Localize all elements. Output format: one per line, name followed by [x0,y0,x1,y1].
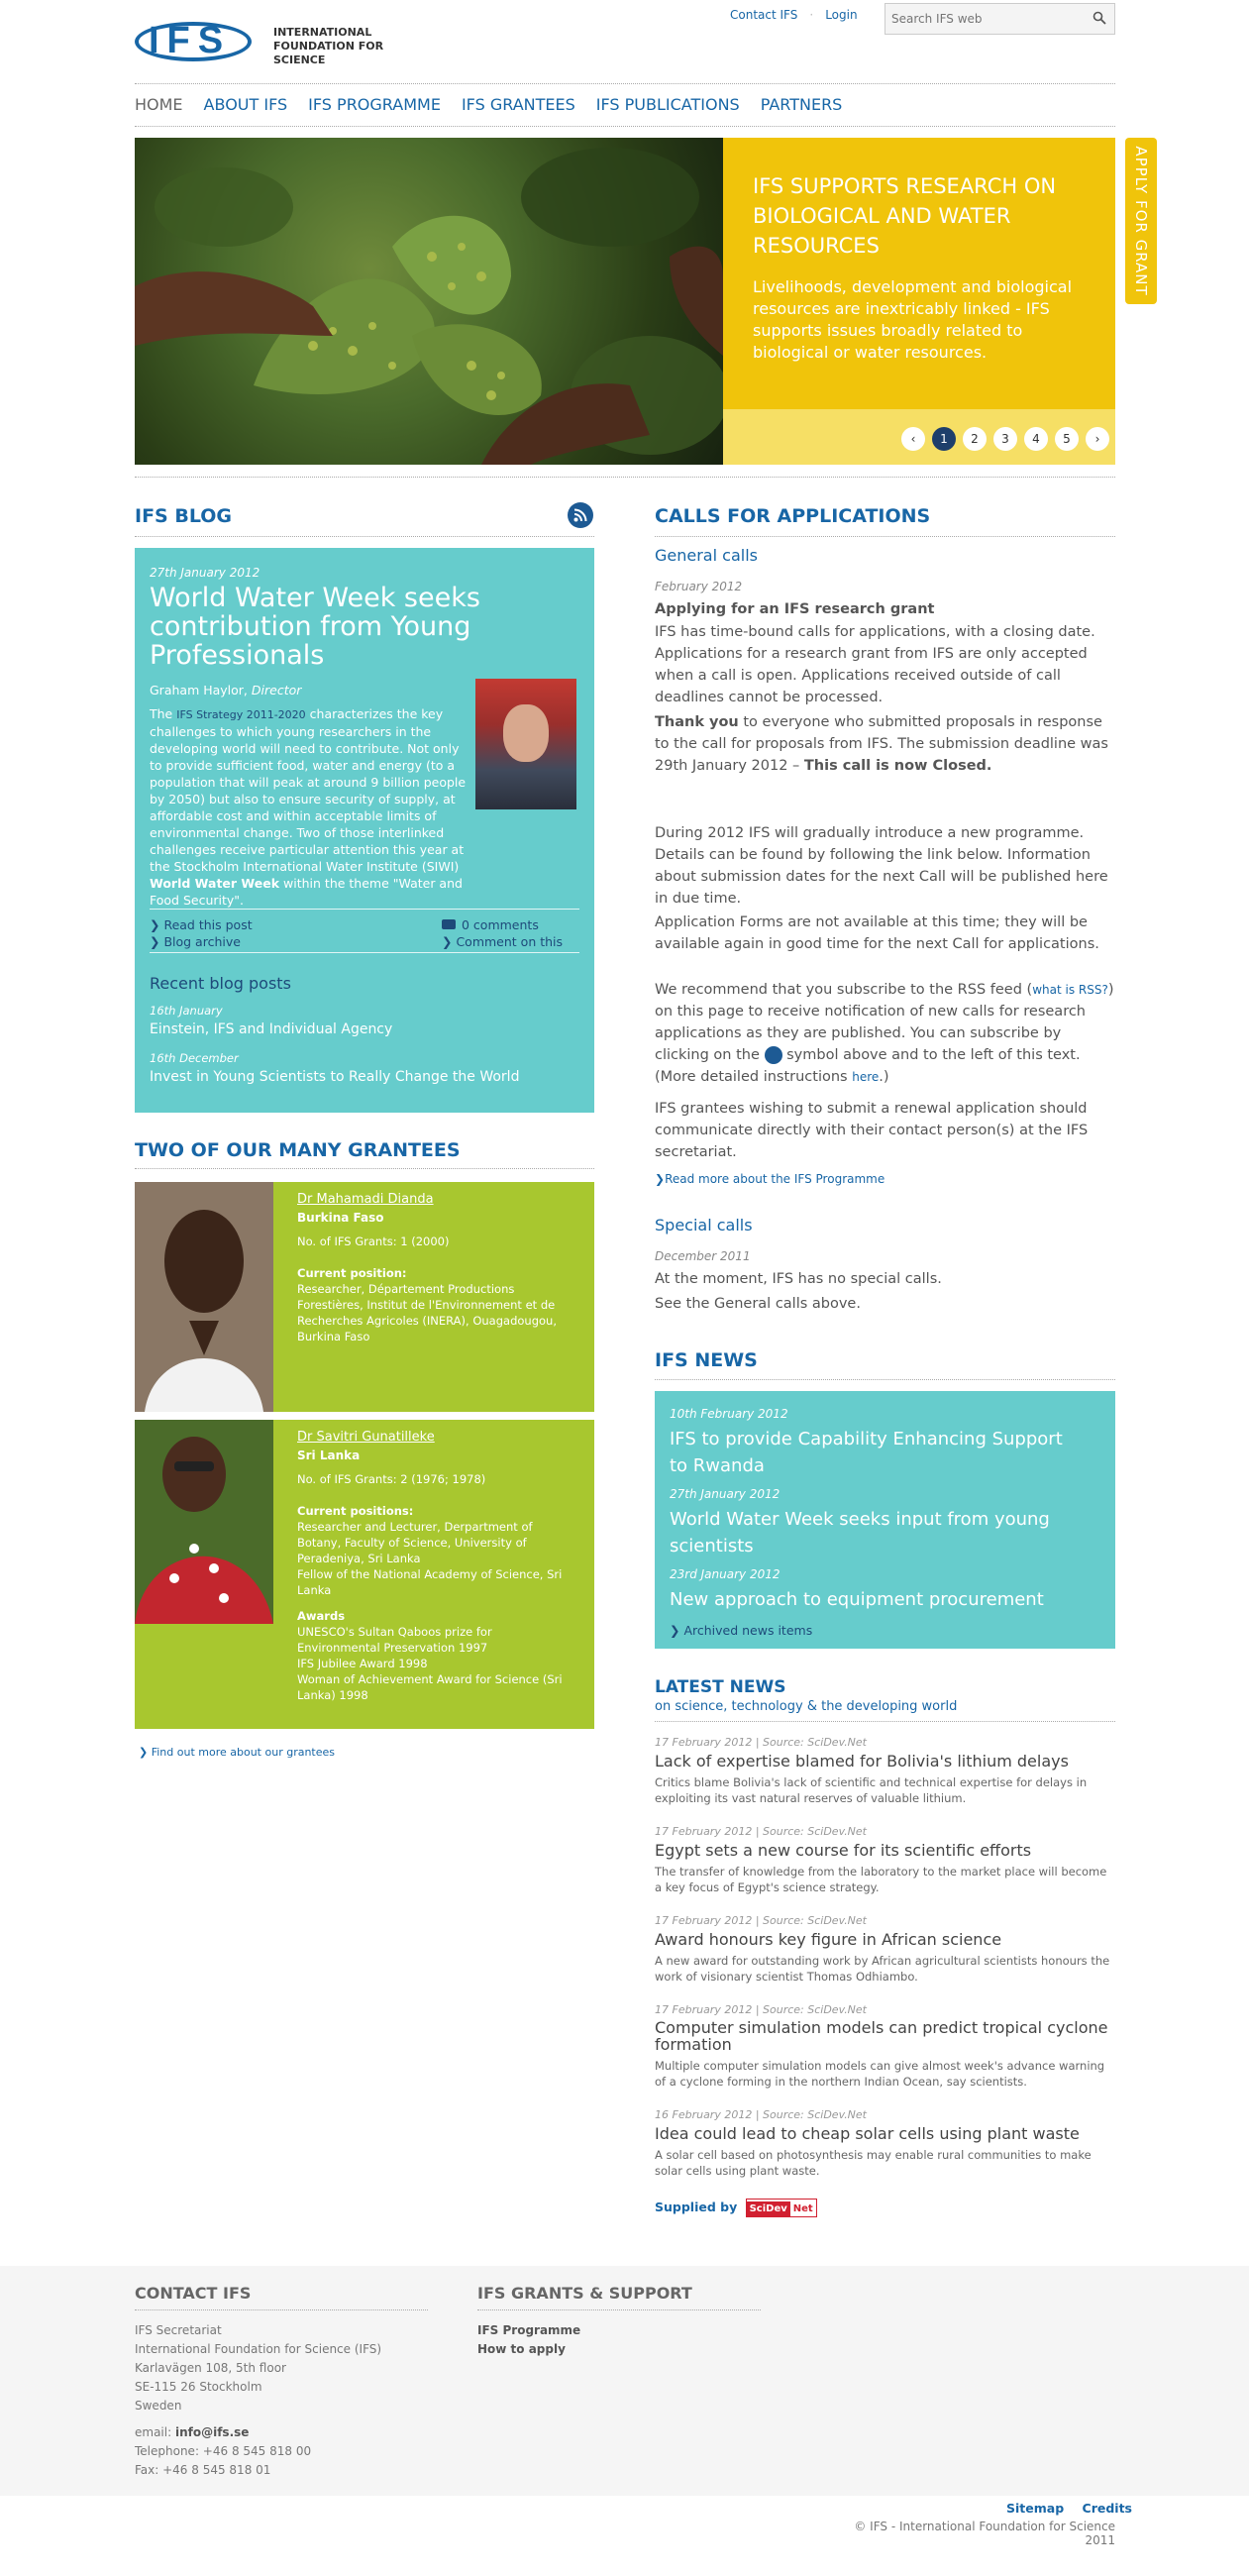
blog-heading: IFS BLOG [135,505,233,527]
grantee-photo [135,1182,273,1412]
grantee-portrait [135,1420,273,1624]
rss-text-d: .) [879,1069,889,1085]
hero-title: IFS SUPPORTS RESEARCH ON BIOLOGICAL AND WATER RESOURCES [753,174,1057,258]
ifs-news-box [655,1391,1115,1649]
grantee-photo [135,1420,273,1624]
scidev-logo[interactable] [746,2199,817,2217]
grantee-name[interactable]: Dr Savitri Gunatilleke [297,1430,435,1445]
grantee-award: UNESCO's Sultan Qaboos prize for Environmental Preservation 1997 [297,1625,492,1655]
footer-how-to-apply-link[interactable]: How to apply [477,2342,566,2356]
blog-title[interactable]: World Water Week seeks contribution from Young Professionals [150,583,480,671]
blog-author-photo [475,679,576,809]
latest-title[interactable]: Computer simulation models can predict tropical cyclone formation [655,2018,1108,2054]
latest-news-rule [655,1721,1115,1722]
main-nav [135,95,863,114]
blog-divider [150,909,579,910]
blog-author [150,683,301,698]
read-post-label: Read this post [163,917,253,932]
apply-label: APPLY FOR GRANT [1132,146,1150,296]
latest-text: Multiple computer simulation models can give almost week's advance warning of a cyclone forming in the northern Indian Ocean, say scientists. [655,2059,1105,2089]
comment-icon [442,919,456,929]
blog-divider-2 [150,952,579,953]
calls-paragraph-text: to everyone who submitted proposals in response to the call for proposals from IFS. The submission deadline was 29th January 2012 – [655,714,1108,774]
footer [0,2266,1249,2496]
archived-news-label: Archived news items [683,1623,813,1638]
news-title[interactable]: World Water Week seeks input from young scientists [670,1509,1050,1556]
recent-post-date: 16th January [150,1004,223,1018]
grantee-award: IFS Jubilee Award 1998 [297,1657,428,1670]
top-links [730,8,858,22]
nav-partners[interactable]: PARTNERS [760,95,843,114]
archived-news-link[interactable]: ❯ Archived news items [670,1623,813,1638]
hero-illustration [135,138,723,465]
call-closed: This call is now Closed. [803,758,992,774]
nav-about[interactable]: ABOUT IFS [203,95,288,114]
email-label: email: [135,2425,172,2439]
grantee-award: Woman of Achievement Award for Science (Sri Lanka) 1998 [297,1672,563,1702]
blog-excerpt-end: within the theme "Water and Food Security". [150,876,463,908]
latest-title[interactable]: Award honours key figure in African science [655,1930,1002,1949]
hero-text: Livelihoods, development and biological resources are inextricably linked - IFS supports issues broadly related to biological or water resources. [753,277,1073,362]
nav-home[interactable]: HOME [135,95,183,114]
grantee-position-2: Fellow of the National Academy of Science, Sri Lanka [297,1567,563,1597]
calls-rule [655,536,1115,537]
news-title[interactable]: New approach to equipment procurement [670,1589,1044,1610]
latest-title[interactable]: Lack of expertise blamed for Bolivia's lithium delays [655,1752,1069,1771]
pager-page-3[interactable]: 3 [993,427,1017,451]
pager-page-1[interactable]: 1 [932,427,956,451]
grantee-position-label: Current positions: [297,1504,414,1518]
supplied-by [655,2199,817,2217]
pager-page-5[interactable]: 5 [1055,427,1079,451]
latest-text: The transfer of knowledge from the laboratory to the market place will become a key focus of Egypt's science strategy. [655,1865,1107,1894]
blog-author-role: Director [251,683,302,698]
sitemap-link[interactable]: Sitemap [1006,2501,1065,2516]
recent-post-title[interactable]: Einstein, IFS and Individual Agency [150,1021,393,1037]
footer-programme-link[interactable]: IFS Programme [477,2323,581,2337]
hero-divider [135,477,1115,478]
grantee-country: Sri Lanka [297,1449,361,1462]
pager-prev-icon[interactable]: ‹ [901,427,925,451]
calls-paragraph: IFS grantees wishing to submit a renewal application should communicate directly with their contact person(s) at the IFS secretariat. [655,1101,1089,1160]
latest-date: 16 February 2012 | Source: SciDev.Net [655,2108,867,2121]
email-link[interactable]: info@ifs.se [174,2425,250,2439]
footer-contact-heading: CONTACT IFS [135,2284,252,2303]
latest-text: Critics blame Bolivia's lack of scientific and technical expertise for delays in exploiting its vast natural reserves of valuable lithium. [655,1775,1088,1805]
grantee-position: Researcher and Lecturer, Derpartment of Botany, Faculty of Science, University of Peradeniya, Sri Lanka [297,1520,533,1565]
news-title[interactable]: IFS to provide Capability Enhancing Support to Rwanda [670,1429,1063,1476]
footer-grants-links [477,2321,580,2359]
address-line: Sweden [135,2399,182,2413]
blog-excerpt-bold: World Water Week [150,876,280,891]
blog-archive-link[interactable]: ❯ Blog archive [150,934,241,949]
grantee-card [135,1420,594,1729]
latest-date: 17 February 2012 | Source: SciDev.Net [655,1914,867,1927]
rss-text-c: symbol above and to the left of this text. (More detailed instructions [655,1047,1081,1085]
footer-contact-rule [135,2309,428,2310]
nav-programme[interactable]: IFS PROGRAMME [308,95,441,114]
recent-post-date: 16th December [150,1051,239,1065]
grantee-card [135,1182,594,1412]
author-face [503,704,549,762]
pager-page-4[interactable]: 4 [1024,427,1048,451]
grantees-heading: TWO OF OUR MANY GRANTEES [135,1139,461,1161]
blog-archive-label: Blog archive [163,934,241,949]
address-line: Karlavägen 108, 5th floor [135,2361,286,2375]
comment-on-label: Comment on this [456,934,564,949]
calls-paragraph [655,979,1115,1088]
blog-date: 27th January 2012 [150,566,260,580]
nav-grantees[interactable]: IFS GRANTEES [461,95,575,114]
logo-letters: IFS [149,20,232,61]
grantee-position-label: Current position: [297,1266,407,1280]
copyright: © IFS - International Foundation for Science 2011 [854,2520,1115,2547]
read-more-label: Read more about the IFS Programme [665,1172,885,1186]
blog-author-name: Graham Haylor, [150,683,248,698]
logo-text: INTERNATIONAL FOUNDATION FOR SCIENCE [273,26,384,66]
credits-link[interactable]: Credits [1082,2501,1132,2516]
grantees-rule [135,1168,594,1169]
latest-title[interactable]: Idea could lead to cheap solar cells using plant waste [655,2124,1080,2143]
pager-next-icon[interactable]: › [1086,427,1109,451]
ifs-news-heading: IFS NEWS [655,1349,758,1371]
scidev-logo-a: SciDev [747,2201,790,2216]
hero-pager [723,409,1115,465]
rss-text-a: We recommend that you subscribe to the RSS feed ( [655,982,1033,998]
rss-inline-icon[interactable] [765,1046,782,1064]
calls-paragraph [655,711,1115,777]
special-calls-date: December 2011 [655,1249,751,1263]
grantee-name[interactable]: Dr Mahamadi Dianda [297,1192,434,1207]
recent-posts-heading: Recent blog posts [150,974,291,993]
hero-image [135,138,723,465]
blog-heading-rule [135,536,594,537]
more-grantees-label: Find out more about our grantees [151,1746,336,1759]
comments-label: 0 comments [462,917,539,932]
scidev-logo-b: Net [792,2203,813,2214]
blog-box [135,548,594,1113]
rss-text-b: ) on this page to receive notification of new calls for research applications as they are published. You can subscribe by clicking on the [655,982,1114,1063]
read-more-programme-link[interactable]: ❯Read more about the IFS Programme [655,1172,885,1186]
search-box [885,3,1115,35]
contact-link[interactable]: Contact IFS [730,8,798,22]
address-line: SE-115 26 Stockholm [135,2380,262,2394]
grantee-position: Researcher, Département Productions Forestières, Institut de l'Environnement et de Recherches Agricoles (INERA), Ouagadougou, Burkina Faso [297,1282,557,1343]
special-calls-text: See the General calls above. [655,1296,861,1312]
grantee-grants: No. of IFS Grants: 2 (1976; 1978) [297,1472,486,1486]
footer-grants-heading: IFS GRANTS & SUPPORT [477,2284,692,2303]
hero-slider [135,138,1115,465]
latest-date: 17 February 2012 | Source: SciDev.Net [655,2003,867,2016]
latest-text: A new award for outstanding work by African agricultural scientists honours the work of visionary scientist Thomas Odhiambo. [655,1954,1110,1984]
latest-title[interactable]: Egypt sets a new course for its scientific efforts [655,1841,1032,1860]
search-input[interactable] [891,9,1080,29]
strategy-link[interactable]: IFS Strategy 2011-2020 [176,708,306,721]
separator: · [809,8,814,22]
special-calls-heading: Special calls [655,1216,753,1234]
grantee-country: Burkina Faso [297,1211,384,1225]
address-line: IFS Secretariat [135,2323,222,2337]
comments-link[interactable] [442,917,539,932]
latest-date: 17 February 2012 | Source: SciDev.Net [655,1736,867,1749]
apply-for-grant-tab[interactable] [1125,138,1157,304]
calls-paragraph: During 2012 IFS will gradually introduce a new programme. Details can be found by following the link below. Information about submission dates for the next Call will be published here in due time. [655,825,1108,907]
what-is-rss-link[interactable]: what is RSS? [1032,983,1108,997]
general-calls-date: February 2012 [655,580,743,593]
nav-publications[interactable]: IFS PUBLICATIONS [595,95,740,114]
rss-glyph [568,502,593,528]
calls-paragraph: Application Forms are not available at this time; they will be available again in good time for the next Call for applications. [655,914,1099,952]
grantee-grants: No. of IFS Grants: 1 (2000) [297,1234,450,1248]
recent-post-title[interactable]: Invest in Young Scientists to Really Change the World [150,1069,520,1085]
general-calls-heading: General calls [655,546,758,565]
blog-excerpt-body: characterizes the key challenges to which young researchers in the developing world will need to contribute. Not only to provide sufficient food, water and energy (to a population that will peak at around 9 billion people by 2050) but also to ensure security of supply, at affordable cost and within acceptable limits of environmental change. Two of those interlinked challenges receive particular attention this year at the Stockholm International Water Institute (SIWI) [150,706,467,874]
pager-page-2[interactable]: 2 [963,427,987,451]
header-divider [135,83,1115,84]
blog-excerpt [150,705,467,909]
ifs-logo[interactable] [135,20,392,69]
hero-panel [723,138,1115,409]
login-link[interactable]: Login [825,8,858,22]
read-post-link[interactable]: ❯ Read this post [150,917,253,932]
search-icon[interactable] [1093,11,1106,25]
rss-icon[interactable] [568,502,593,528]
blog-excerpt-pre: The [150,706,173,721]
nav-divider [135,126,1115,127]
more-grantees-link[interactable]: ❯ Find out more about our grantees [139,1746,336,1759]
latest-date: 17 February 2012 | Source: SciDev.Net [655,1825,867,1838]
instructions-link[interactable]: here [852,1070,880,1084]
footer-email [135,2423,381,2442]
thank-you: Thank you [655,714,739,730]
latest-news-heading: LATEST NEWS [655,1677,786,1697]
latest-news-subheading: on science, technology & the developing world [655,1699,958,1714]
special-calls-text: At the moment, IFS has no special calls. [655,1271,942,1287]
footer-telephone: Telephone: +46 8 545 818 00 [135,2444,312,2458]
latest-text: A solar cell based on photosynthesis may enable rural communities to make solar cells using plant waste. [655,2148,1092,2178]
general-calls-title: Applying for an IFS research grant [655,601,935,617]
calls-paragraph: IFS has time-bound calls for applications, with a closing date. Applications for a research grant from IFS are only accepted when a call is open. Applications received outside of call deadlines cannot be processed. [655,624,1095,705]
comment-on-link[interactable]: ❯ Comment on this [442,934,564,949]
news-date: 27th January 2012 [670,1487,781,1501]
news-date: 10th February 2012 [670,1407,788,1421]
footer-bottom-links [1006,2501,1132,2516]
footer-address [135,2321,381,2480]
grantee-awards-label: Awards [297,1609,346,1623]
footer-fax: Fax: +46 8 545 818 01 [135,2463,271,2477]
ifs-news-rule [655,1379,1115,1380]
address-line: International Foundation for Science (IFS) [135,2342,382,2356]
grantee-portrait [135,1182,273,1412]
calls-heading: CALLS FOR APPLICATIONS [655,505,931,527]
news-date: 23rd January 2012 [670,1567,781,1581]
footer-grants-rule [477,2309,761,2310]
supplied-by-label: Supplied by [655,2200,738,2214]
